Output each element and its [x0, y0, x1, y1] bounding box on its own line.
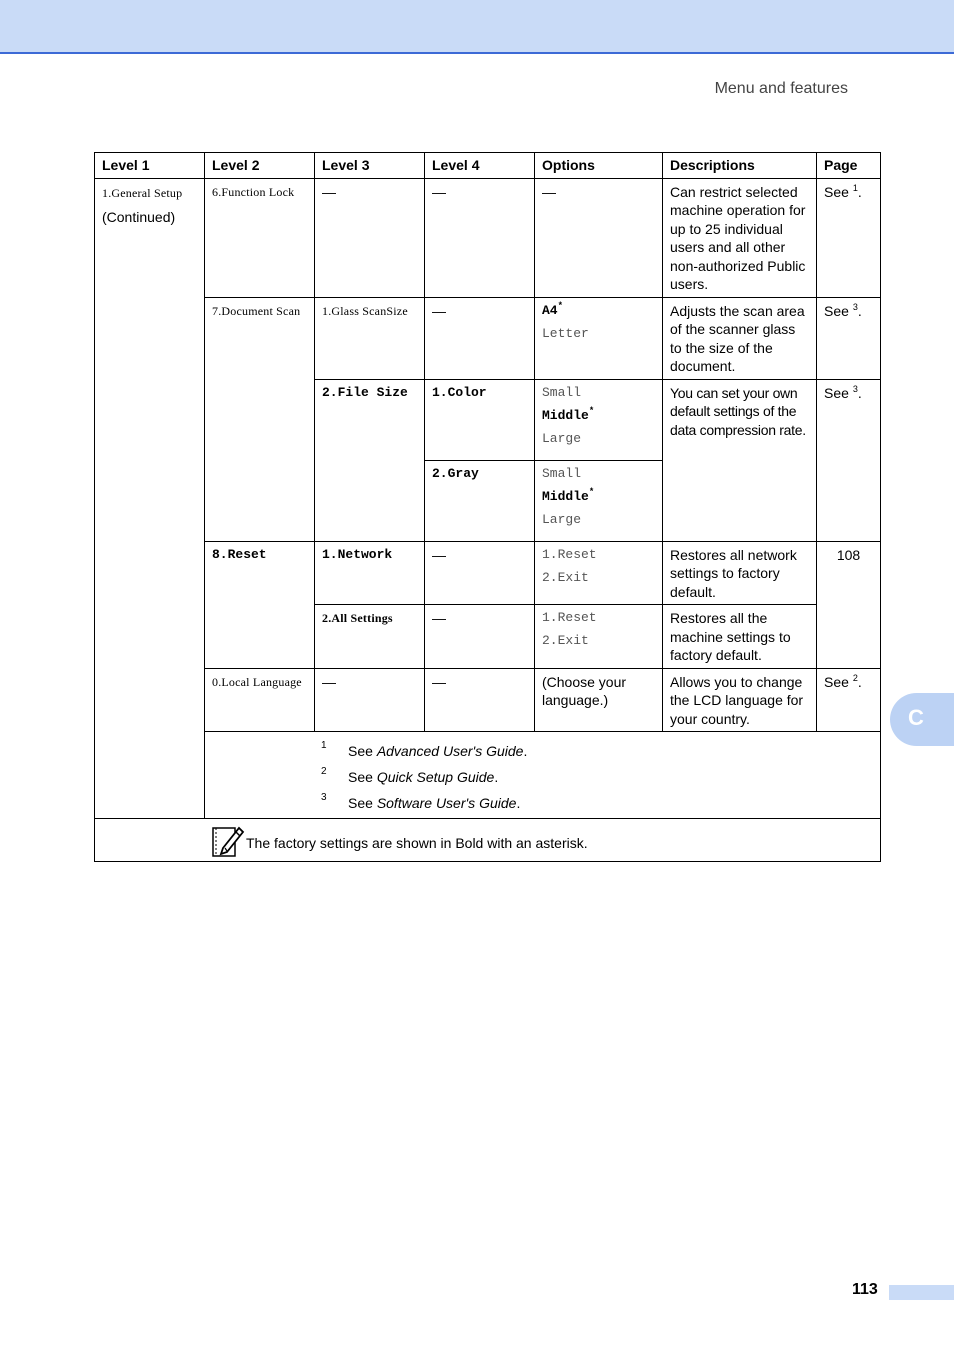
footnote-prefix: See	[348, 743, 377, 759]
footnote-prefix: See	[348, 769, 377, 785]
footnote-suffix: .	[494, 769, 499, 785]
level4-gray: 2.Gray	[425, 460, 535, 541]
note-pencil-icon	[211, 824, 245, 863]
chapter-tab	[890, 693, 954, 746]
option-default: Middle*	[542, 486, 595, 504]
footnote-number: 3	[321, 792, 327, 803]
footnote	[205, 762, 880, 788]
footnotes-row	[95, 732, 881, 819]
menu-table	[94, 152, 881, 862]
page-number-bar	[889, 1285, 954, 1300]
description: Allows you to change the LCD language for your country.	[663, 668, 817, 732]
page-see: See	[824, 673, 853, 690]
description: Restores all the machine settings to factory default.	[663, 605, 817, 669]
dash: —	[315, 668, 425, 732]
option-default: Middle*	[542, 405, 595, 423]
table-row	[95, 178, 881, 297]
level4-color: 1.Color	[425, 379, 535, 460]
chapter-tab-label: C	[908, 705, 924, 730]
level2-function-lock: 6.Function Lock	[205, 178, 315, 297]
option: 1.Reset	[542, 546, 597, 562]
table-row	[95, 541, 881, 605]
options-cell	[535, 605, 663, 669]
header-level3: Level 3	[315, 153, 425, 179]
description: Adjusts the scan area of the scanner glass to the size of the document.	[663, 297, 817, 379]
options-cell	[535, 460, 663, 541]
header-level1: Level 1	[95, 153, 205, 179]
page-number-cell: 108	[817, 541, 881, 668]
level2-document-scan: 7.Document Scan	[205, 297, 315, 541]
footnote-ref: 1	[852, 182, 858, 193]
footnote-guide: Software User's Guide	[376, 795, 517, 811]
level2-reset: 8.Reset	[205, 541, 315, 668]
footnote-ref: 3	[852, 301, 858, 312]
footnote-number: 2	[321, 766, 327, 777]
dash: —	[425, 541, 535, 605]
option: Large	[542, 511, 582, 527]
footnote-suffix: .	[516, 795, 521, 811]
section-title: Menu and features	[714, 80, 848, 97]
description: Restores all network settings to factory default.	[663, 541, 817, 605]
footnote-prefix: See	[348, 795, 377, 811]
page-suffix: .	[857, 384, 862, 401]
page-see: See	[824, 302, 853, 319]
level2-local-language: 0.Local Language	[205, 668, 315, 732]
level3-file-size: 2.File Size	[315, 379, 425, 541]
level1-cell	[95, 178, 205, 819]
dash: —	[425, 178, 535, 297]
page-ref	[817, 379, 881, 541]
dash: —	[425, 605, 535, 669]
page-suffix: .	[857, 673, 862, 690]
page-number: 113	[852, 1281, 878, 1298]
options-cell	[535, 379, 663, 460]
level3-network: 1.Network	[315, 541, 425, 605]
page-ref	[817, 297, 881, 379]
option-default: A4*	[542, 300, 564, 318]
option: Letter	[542, 325, 589, 341]
table-header-row	[95, 153, 881, 179]
dash: —	[425, 297, 535, 379]
page-suffix: .	[857, 302, 862, 319]
footnote	[205, 788, 880, 814]
option: 1.Reset	[542, 610, 597, 625]
note-row	[95, 819, 881, 862]
options-cell	[535, 541, 663, 605]
page-see: See	[824, 384, 853, 401]
footnote-number: 1	[321, 740, 327, 751]
footnote-suffix: .	[523, 743, 528, 759]
header-level4: Level 4	[425, 153, 535, 179]
level1-name: 1.General Setup	[102, 185, 183, 200]
footnote	[205, 736, 880, 762]
description: Can restrict selected machine operation for up to 25 individual users and all other non-authorized Public users.	[663, 178, 817, 297]
header-options: Options	[535, 153, 663, 179]
dash: —	[315, 178, 425, 297]
level3-all-settings: 2.All Settings	[315, 605, 425, 669]
top-banner	[0, 0, 954, 54]
options-cell	[535, 297, 663, 379]
option: 2.Exit	[542, 569, 589, 585]
level3-glass-scansize: 1.Glass ScanSize	[315, 297, 425, 379]
option: Small	[542, 465, 582, 481]
options-cell: (Choose your language.)	[535, 668, 663, 732]
header-level2: Level 2	[205, 153, 315, 179]
header-descriptions: Descriptions	[663, 153, 817, 179]
description: You can set your own default settings of the data compression rate.	[663, 379, 817, 541]
option: Small	[542, 384, 582, 400]
page-ref	[817, 178, 881, 297]
note-text: The factory settings are shown in Bold with an asterisk.	[246, 835, 588, 851]
option: 2.Exit	[542, 633, 589, 648]
footnote-guide: Quick Setup Guide	[376, 769, 495, 785]
page-ref	[817, 668, 881, 732]
option: Large	[542, 430, 582, 446]
table-row	[95, 297, 881, 379]
dash: —	[535, 178, 663, 297]
footnote-guide: Advanced User's Guide	[376, 743, 524, 759]
table-row	[95, 668, 881, 732]
dash: —	[425, 668, 535, 732]
header-page: Page	[817, 153, 881, 179]
level1-continued: (Continued)	[102, 209, 176, 225]
page-see: See	[824, 183, 853, 200]
page-suffix: .	[857, 183, 862, 200]
footnote-ref: 2	[852, 672, 858, 683]
footnote-ref: 3	[852, 383, 858, 394]
